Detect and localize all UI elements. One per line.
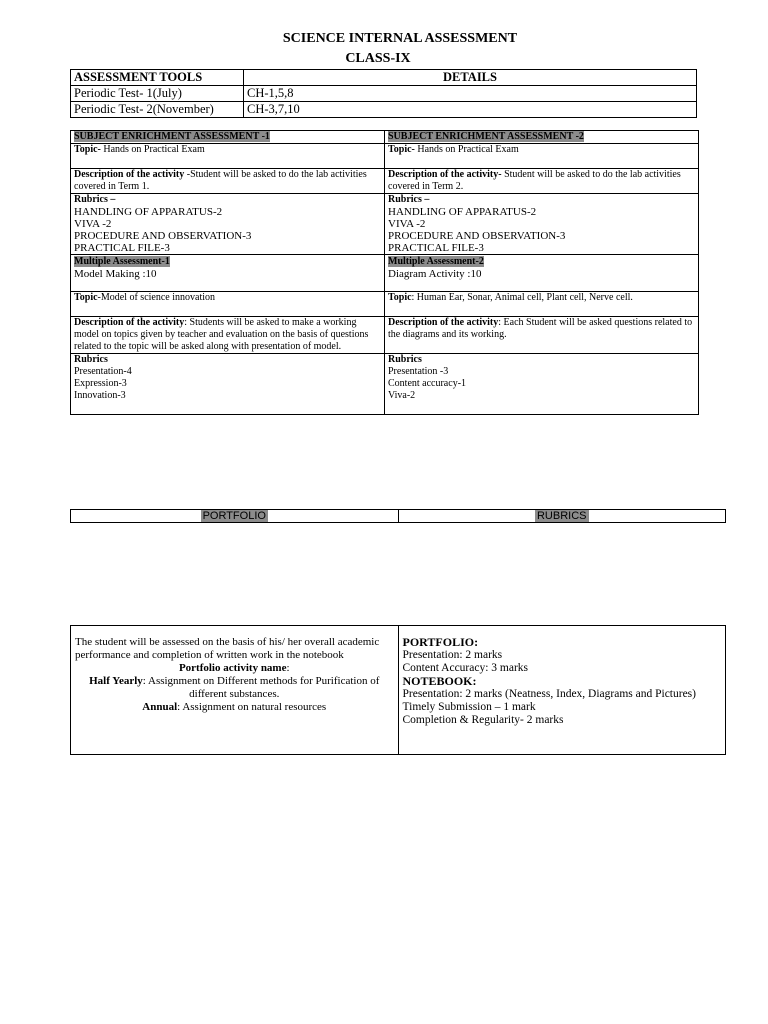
portfolio-rubric-item: Content Accuracy: 3 marks xyxy=(402,662,529,674)
rubrics-label: Rubrics – xyxy=(388,194,430,205)
tool-cell: Periodic Test- 2(November) xyxy=(71,102,244,118)
table-row xyxy=(71,86,697,102)
rubric-item: Presentation-4 xyxy=(74,366,132,377)
tool-cell: Periodic Test- 1(July) xyxy=(71,86,244,102)
activity-colon: : xyxy=(286,662,290,674)
rubrics-header: RUBRICS xyxy=(536,510,587,522)
rubric-item: HANDLING OF APPARATUS-2 xyxy=(74,206,223,218)
details-cell: CH-1,5,8 xyxy=(244,86,697,102)
notebook-rubric-item: Presentation: 2 marks (Neatness, Index, Diagrams and Pictures) xyxy=(402,688,696,700)
desc-label: Description of the activity xyxy=(74,169,185,180)
table-row xyxy=(71,102,697,118)
rubric-item: Innovation-3 xyxy=(74,390,126,401)
rubrics-label: Rubrics – xyxy=(74,194,116,205)
portfolio-header: PORTFOLIO xyxy=(202,510,266,522)
multiple-assessment-value: Model Making :10 xyxy=(74,268,157,280)
multiple-assessment-value: Diagram Activity :10 xyxy=(388,268,482,280)
topic-label: Topic- xyxy=(388,144,415,155)
rubric-item: Presentation -3 xyxy=(388,366,449,377)
annual-label: Annual xyxy=(142,701,178,713)
rubric-item: PRACTICAL FILE-3 xyxy=(388,242,484,254)
desc-text: : Each Student will be asked questions related to the diagrams and its working. xyxy=(388,317,693,340)
annual-text: : Assignment on natural resources xyxy=(177,701,327,713)
multiple-assessment-label: Multiple Assessment-2 xyxy=(388,256,484,267)
topic-text: Hands on Practical Exam xyxy=(414,144,519,155)
desc-label: Description of the activity xyxy=(74,317,185,328)
multiple-assessment-label: Multiple Assessment-1 xyxy=(74,256,170,267)
desc-label: Description of the activity xyxy=(388,317,499,328)
topic-text: -Model of science innovation xyxy=(97,292,215,303)
rubric-item: HANDLING OF APPARATUS-2 xyxy=(388,206,537,218)
notebook-rubric-heading: NOTEBOOK: xyxy=(402,674,477,688)
desc-text: : Students will be asked to make a working model on topics given by teacher and evaluation on the basis of questions related to the topic will be asked along with presentation of model. xyxy=(74,317,369,352)
desc-text: -Student will be asked to do the lab activities covered in Term 1. xyxy=(74,169,367,192)
desc-label: Description of the activity- xyxy=(388,169,502,180)
portfolio-rubric-heading: PORTFOLIO: xyxy=(402,635,479,649)
rubrics-label: Rubrics xyxy=(388,354,422,365)
topic-text: : Human Ear, Sonar, Animal cell, Plant cell, Nerve cell. xyxy=(411,292,633,303)
half-yearly-text: : Assignment on Different methods for Purification of different substances. xyxy=(142,675,380,700)
rubric-item: VIVA -2 xyxy=(74,218,112,230)
portfolio-header-table xyxy=(70,509,726,523)
rubric-item: Viva-2 xyxy=(388,390,416,401)
col-header-details: DETAILS xyxy=(244,70,697,86)
half-yearly-label: Half Yearly xyxy=(89,675,143,687)
class-label: CLASS-IX xyxy=(345,51,411,66)
rubric-item: PROCEDURE AND OBSERVATION-3 xyxy=(74,230,252,242)
topic-label: Topic xyxy=(388,292,412,303)
page-title: SCIENCE INTERNAL ASSESSMENT xyxy=(282,31,518,46)
desc-text: Student will be asked to do the lab activities covered in Term 2. xyxy=(388,169,681,192)
col-header-tools: ASSESSMENT TOOLS xyxy=(71,70,244,86)
portfolio-rubric-item: Presentation: 2 marks xyxy=(402,649,503,661)
portfolio-table xyxy=(70,625,726,755)
rubrics-label: Rubrics xyxy=(74,354,108,365)
notebook-rubric-item: Completion & Regularity- 2 marks xyxy=(402,714,564,726)
topic-label: Topic xyxy=(74,292,98,303)
portfolio-intro: The student will be assessed on the basis of his/ her overall academic performance and completion of written work in the notebook xyxy=(75,636,380,661)
topic-label: Topic- xyxy=(74,144,101,155)
notebook-rubric-item: Timely Submission – 1 mark xyxy=(402,701,536,713)
details-cell: CH-3,7,10 xyxy=(244,102,697,118)
rubric-item: Content accuracy-1 xyxy=(388,378,467,389)
sea-1-header: SUBJECT ENRICHMENT ASSESSMENT -1 xyxy=(74,131,270,142)
rubric-item: PROCEDURE AND OBSERVATION-3 xyxy=(388,230,566,242)
subject-enrichment-table xyxy=(70,130,699,415)
topic-text: Hands on Practical Exam xyxy=(100,144,205,155)
activity-label: Portfolio activity name xyxy=(178,662,287,674)
rubric-item: PRACTICAL FILE-3 xyxy=(74,242,170,254)
sea-2-header: SUBJECT ENRICHMENT ASSESSMENT -2 xyxy=(388,131,584,142)
rubric-item: VIVA -2 xyxy=(388,218,426,230)
assessment-tools-table xyxy=(70,69,697,118)
rubric-item: Expression-3 xyxy=(74,378,127,389)
